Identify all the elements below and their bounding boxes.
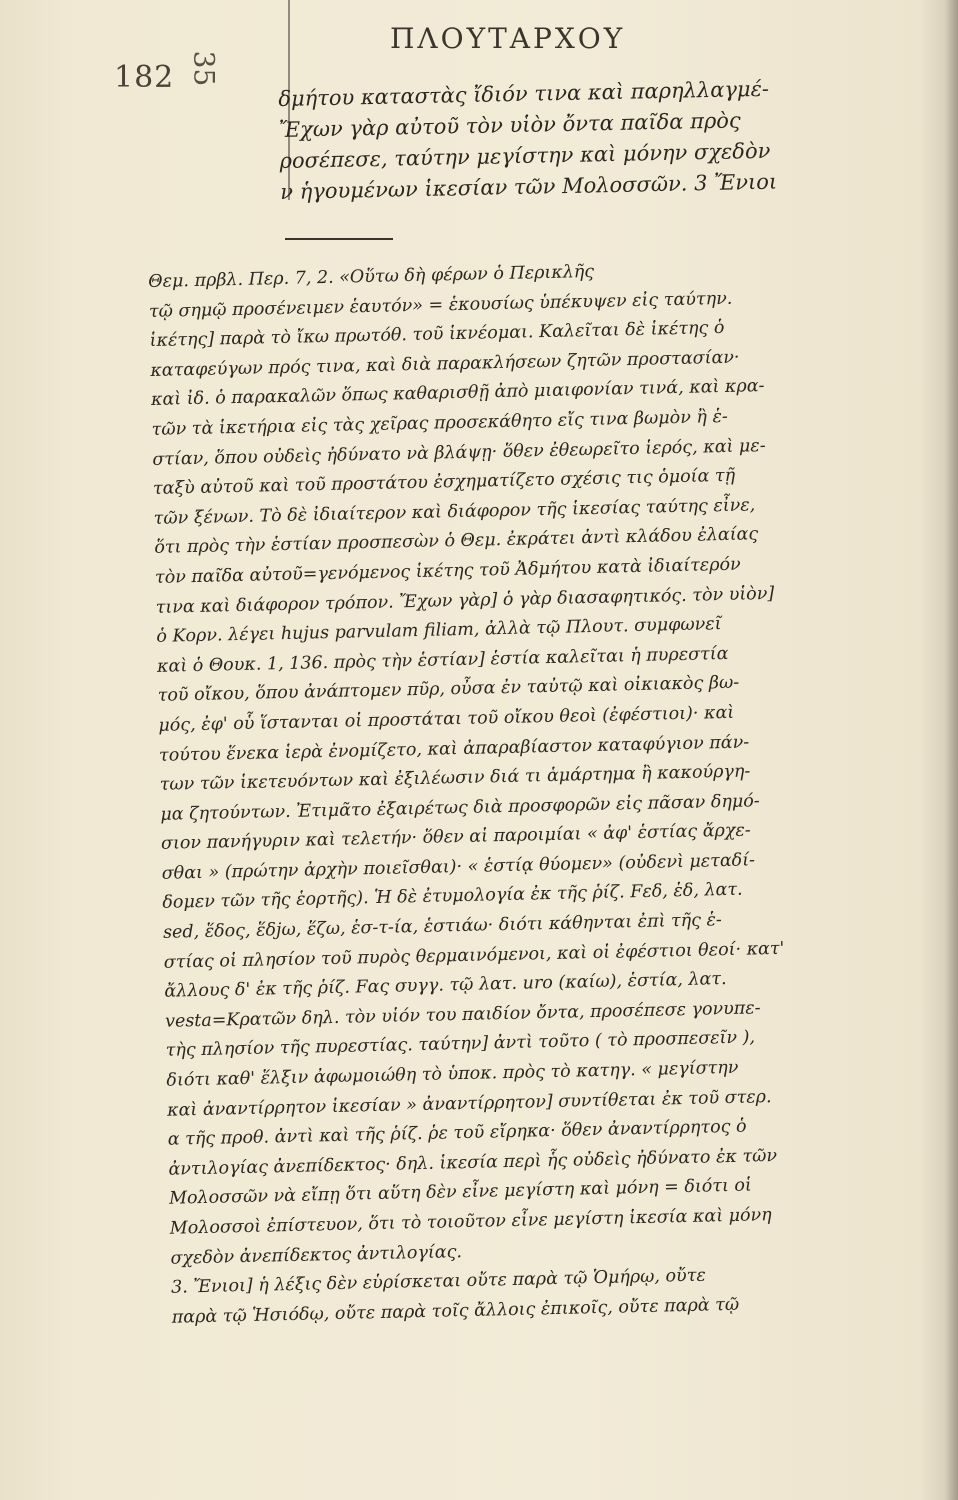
main-text-line: ν ἡγουμένων ἱκεσίαν τῶν Μολοσσῶν. 3 Ἔνιοι	[280, 169, 778, 204]
page-number: 182	[114, 60, 175, 95]
commentary-line: καὶ ἰδ. ὁ παρακαλῶν ὅπως καθαρισθῇ ἀπὸ μιαιφονίαν τινά, καὶ κρα-	[150, 376, 765, 411]
commentary-line: καὶ ὁ Θουκ. 1, 136. πρὸς τὴν ἑστίαν] ἑστία καλεῖται ἡ πυρεστία	[156, 643, 729, 677]
commentary-line: διότι καθ' ἕλξιν ἀφωμοιώθη τὸ ὑποκ. πρὸς τὸ κατηγ. « μεγίστην	[166, 1057, 739, 1091]
commentary-line: ἱκέτης] παρὰ τὸ ἴκω πρωτόθ. τοῦ ἱκνέομαι. Καλεῖται δὲ ἱκέτης ὁ	[149, 318, 725, 352]
main-text	[278, 70, 930, 208]
commentary	[148, 251, 932, 1333]
main-text-line: Ἔχων γὰρ αὐτοῦ τὸν υἱὸν ὄντα παῖδα πρὸς	[278, 108, 741, 142]
commentary-line: τούτου ἕνεκα ἱερὰ ἐνομίζετο, καὶ ἀπαραβίαστον καταφύγιον πάν-	[158, 731, 750, 766]
commentary-line: τινα καὶ διάφορον τρόπον. Ἔχων γὰρ] ὁ γὰρ διασαφητικός. τὸν υἱὸν]	[155, 583, 775, 618]
commentary-line: μός, ἐφ' οὗ ἵστανται οἱ προστάται τοῦ οἴκου θεοὶ (ἐφέστιοι)· καὶ	[158, 702, 735, 736]
commentary-line: σιον πανήγυριν καὶ τελετήν· ὅθεν αἱ παροιμίαι « ἀφ' ἑστίας ἄρχε-	[160, 820, 751, 855]
commentary-line: καὶ ἀναντίρρητον ἱκεσίαν » ἀναντίρρητον] συντίθεται ἐκ τοῦ στερ.	[166, 1086, 772, 1121]
commentary-line: τῶν τὰ ἱκετήρια εἰς τὰς χεῖρας προσεκάθητο εἴς τινα βωμὸν ἢ ἑ-	[151, 406, 728, 440]
commentary-line: τῶν ξένων. Τὸ δὲ ἰδιαίτερον καὶ διάφορον τῆς ἱκεσίας ταύτης εἶνε,	[153, 495, 756, 529]
commentary-line: ἄλλους δ' ἐκ τῆς ῥίζ. Fας συγγ. τῷ λατ. uro (καίω), ἑστία, λατ.	[164, 969, 727, 1003]
page-edge-shadow	[945, 0, 958, 1500]
commentary-line: ὁ Κορν. λέγει hujus parvulam filiam, ἀλλὰ τῷ Πλουτ. συμφωνεῖ	[156, 614, 722, 648]
commentary-line: σθαι » (πρώτην ἀρχὴν ποιεῖσθαι)· « ἑστίᾳ θύομεν» (οὐδενὶ μεταδί-	[161, 850, 756, 884]
commentary-line: καταφεύγων πρός τινα, καὶ διὰ παρακλήσεων ζητῶν προστασίαν·	[150, 347, 740, 381]
commentary-line: vesta=Κρατῶν δηλ. τὸν υἱόν του παιδίον ὄντα, προσέπεσε γονυπε-	[164, 998, 761, 1032]
line-number: 35	[187, 50, 221, 87]
commentary-line: sed, ἕδος, ἕδjω, ἕζω, ἑσ-τ-ία, ἑστιάω· διότι κάθηνται ἐπὶ τῆς ἑ-	[162, 910, 723, 943]
commentary-line: ταξὺ αὐτοῦ καὶ τοῦ προστάτου ἐσχηματίζετο σχέσις τις ὁμοία τῇ	[152, 465, 736, 500]
main-text-line: δμήτου καταστὰς ἴδιόν τινα καὶ παρηλλαγμέ-	[278, 76, 770, 111]
commentary-line: ὅτι πρὸς τὴν ἑστίαν προσπεσὼν ὁ Θεμ. ἐκράτει ἀντὶ κλάδου ἐλαίας	[154, 524, 759, 559]
commentary-line: παρὰ τῷ Ἡσιόδῳ, οὔτε παρὰ τοῖς ἄλλοις ἐπικοῖς, οὔτε παρὰ τῷ	[171, 1294, 740, 1328]
commentary-line: Μολοσσοὶ ἐπίστευον, ὅτι τὸ τοιοῦτον εἶνε μεγίστη ἱκεσία καὶ μόνη	[169, 1205, 772, 1239]
main-text-line: ροσέπεσε, ταύτην μεγίστην καὶ μόνην σχεδὸν	[279, 138, 771, 173]
commentary-line: Μολοσσῶν νὰ εἴπῃ ὅτι αὕτη δὲν εἶνε μεγίστη καὶ μόνη = διότι οἱ	[168, 1175, 753, 1210]
commentary-line: α τῆς προθ. ἀντὶ καὶ τῆς ῥίζ. ῥε τοῦ εἴρηκα· ὅθεν ἀναντίρρητος ὁ	[167, 1116, 747, 1150]
commentary-line: τὴς πλησίον τῆς πυρεστίας. ταύτην] ἀντὶ τοῦτο ( τὸ προσπεσεῖν ),	[165, 1027, 756, 1062]
commentary-line: των τῶν ἱκετευόντων καὶ ἐξιλέωσιν διά τι ἁμάρτημα ἢ κακούργη-	[159, 761, 751, 795]
commentary-line: στίαν, ὅπου οὐδεὶς ἠδύνατο νὰ βλάψῃ· ὅθεν ἐθεωρεῖτο ἱερός, καὶ με-	[152, 435, 766, 470]
running-head: ΠΛΟΥΤΑΡΧΟΥ	[390, 22, 626, 55]
commentary-line: τὸν παῖδα αὐτοῦ=γενόμενος ἱκέτης τοῦ Ἀδμήτου κατὰ ἰδιαίτερόν	[154, 554, 741, 588]
commentary-line: τῷ σημῷ προσένειμεν ἑαυτόν» = ἑκουσίως ὑπέκυψεν εἰς ταύτην.	[148, 288, 733, 322]
commentary-line: δομεν τῶν τῆς ἑορτῆς). Ἡ δὲ ἐτυμολογία ἐκ τῆς ῥίζ. Fεδ, ἑδ, λατ.	[162, 880, 743, 914]
commentary-line: ἀντιλογίας ἀνεπίδεκτος· δηλ. ἱκεσία περὶ ἧς οὐδεὶς ἠδύνατο ἐκ τῶν	[168, 1145, 778, 1180]
commentary-line: σχεδὸν ἀνεπίδεκτος ἀντιλογίας.	[170, 1241, 463, 1269]
commentary-line: 3. Ἔνιοι] ἡ λέξις δὲν εὑρίσκεται οὔτε παρὰ τῷ Ὁμήρῳ, οὔτε	[170, 1265, 707, 1298]
commentary-line: τοῦ οἴκου, ὅπου ἀνάπτομεν πῦρ, οὖσα ἐν ταὐτῷ καὶ οἰκιακὸς βω-	[157, 673, 740, 707]
commentary-line: μα ζητούντων. Ἐτιμᾶτο ἐξαιρέτως διὰ προσφορῶν εἰς πᾶσαν δημό-	[160, 790, 760, 825]
separator-rule	[285, 238, 393, 240]
commentary-line: στίας οἱ πλησίον τοῦ πυρὸς θερμαινόμενοι, καὶ οἱ ἐφέστιοι θεοί· κατ'	[163, 938, 785, 973]
commentary-line: Θεμ. πρβλ. Περ. 7, 2. «Οὕτω δὴ φέρων ὁ Περικλῆς	[148, 261, 595, 292]
